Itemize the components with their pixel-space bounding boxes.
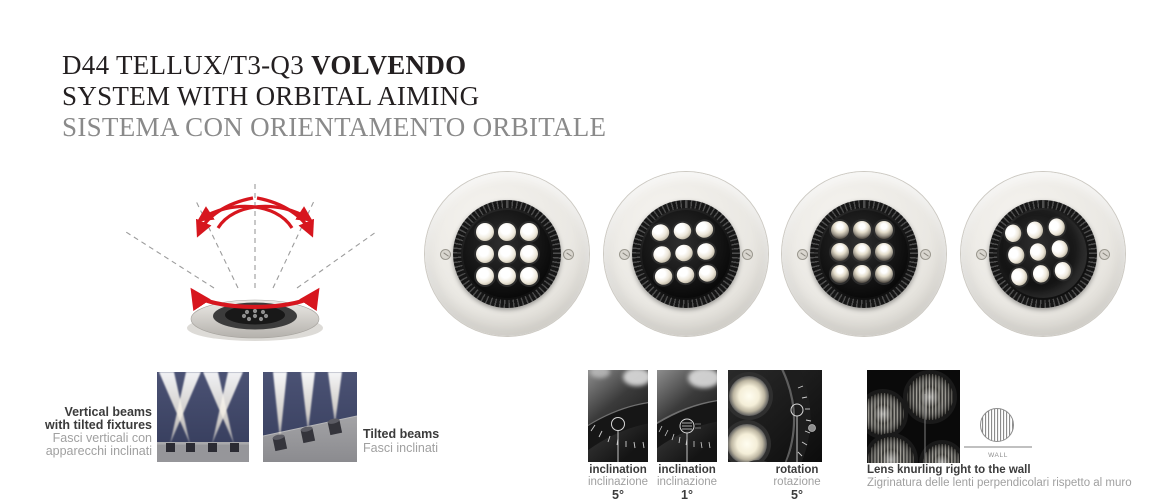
caption-it: apparecchi inclinati	[45, 444, 152, 458]
vertical-beams-caption	[38, 406, 152, 458]
adjustment-caption-inclination-5	[580, 464, 656, 500]
tilted-beams-caption	[363, 427, 439, 455]
screw-icon	[809, 425, 816, 432]
caption-it: inclinazione	[587, 476, 649, 488]
page-title	[62, 50, 606, 143]
screw-icon	[742, 249, 753, 260]
caption-it: Fasci verticali con	[52, 431, 152, 445]
caption-en: Vertical beams	[64, 405, 152, 419]
caption-value: 5°	[612, 488, 624, 500]
screw-icon	[797, 249, 808, 260]
render-vertical-beams-photo	[157, 372, 249, 462]
detail-photo-inclination-5	[588, 370, 648, 462]
wall-label: WALL	[988, 452, 1008, 459]
led-lens-grid	[831, 221, 893, 283]
caption-it: inclinazione	[656, 476, 718, 488]
adjustment-caption-inclination-1	[649, 464, 725, 500]
caption-it: Zigrinatura delle lenti perpendicolari rispetto al muro	[867, 477, 1132, 489]
hatched-lens-circle	[981, 409, 1014, 442]
caption-en: Lens knurling right to the wall	[867, 464, 1031, 476]
screw-icon	[619, 249, 630, 260]
caption-en: Tilted beams	[363, 427, 440, 441]
render-tilted-beams-photo	[263, 372, 357, 462]
caption-it: rotazione	[773, 476, 821, 488]
led-lens-grid	[1003, 217, 1073, 287]
caption-it: Fasci inclinati	[363, 441, 439, 455]
caption-value: 1°	[681, 488, 693, 500]
product-photo-fixture-4	[961, 172, 1125, 336]
title-product-name: VOLVENDO	[311, 50, 467, 80]
led-lens-grid	[651, 220, 717, 286]
product-photo-fixture-1	[425, 172, 589, 336]
screw-icon	[1099, 249, 1110, 260]
detail-photo-inclination-1	[657, 370, 717, 462]
screw-icon	[440, 249, 451, 260]
title-line-model	[62, 50, 606, 81]
caption-en: inclination	[658, 464, 716, 476]
caption-en: rotation	[775, 464, 819, 476]
screw-icon	[920, 249, 931, 260]
caption-en: with tilted fixtures	[45, 418, 152, 432]
orbital-aiming-diagram	[118, 176, 383, 348]
screw-icon	[976, 249, 987, 260]
screw-icon	[563, 249, 574, 260]
adjustment-caption-rotation-5	[759, 464, 835, 500]
product-photo-fixture-3	[782, 172, 946, 336]
wall-orientation-diagram	[963, 406, 1033, 452]
caption-value: 5°	[791, 488, 803, 500]
knurling-caption	[867, 464, 1167, 490]
caption-en: inclination	[589, 464, 647, 476]
subtitle-english: SYSTEM WITH ORBITAL AIMING	[62, 81, 480, 111]
detail-photo-rotation-5	[728, 370, 822, 462]
led-lens-grid	[476, 223, 538, 285]
subtitle-italian: SISTEMA CON ORIENTAMENTO ORBITALE	[62, 112, 607, 142]
aiming-dashed-lines	[126, 184, 376, 292]
product-photo-fixture-2	[604, 172, 768, 336]
title-model-code: D44 TELLUX/T3-Q3	[62, 50, 312, 80]
detail-photo-lens-knurling	[867, 370, 960, 463]
